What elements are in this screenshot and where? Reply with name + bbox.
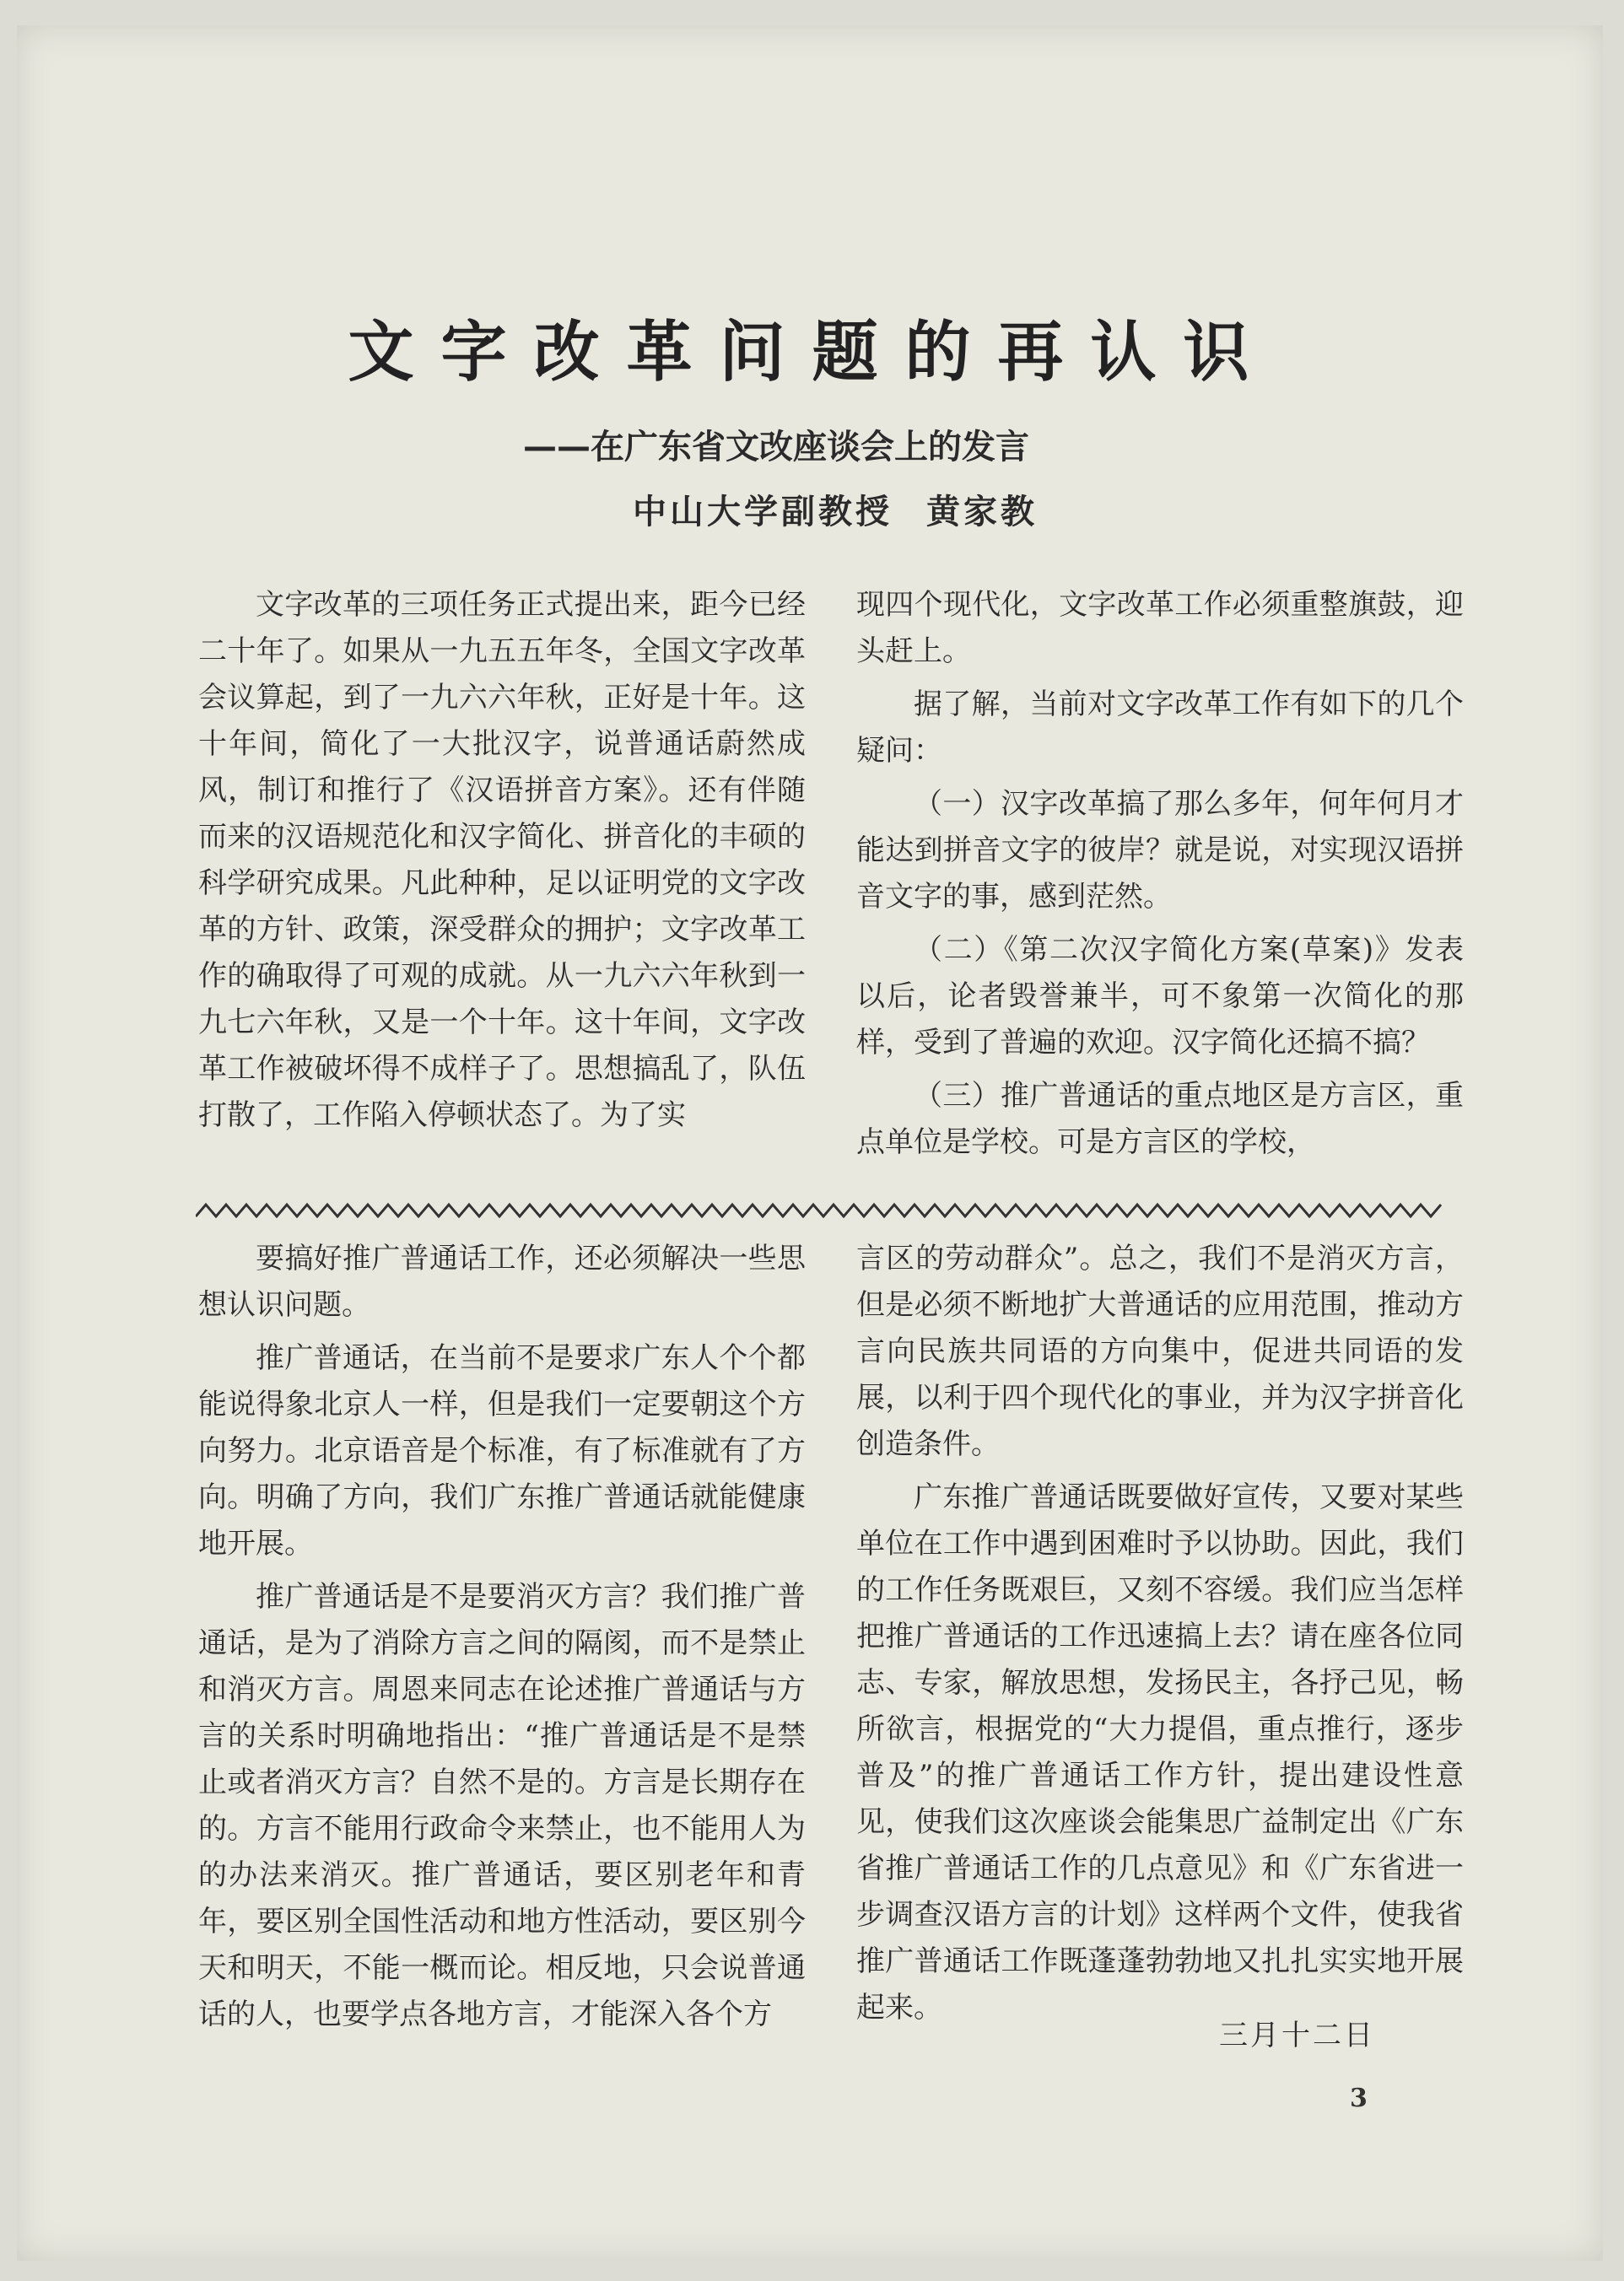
paragraph: 言区的劳动群众”。总之，我们不是消灭方言，但是必须不断地扩大普通话的应用范围，推动方言向民族共同语的方向集中，促进共同语的发展，以利于四个现代化的事业，并为汉字拼音化创造条件。: [856, 1242, 1464, 1461]
paragraph: （一）汉字改革搞了那么多年，何年何月才能达到拼音文字的彼岸？就是说，对实现汉语拼音文字的事，感到茫然。: [856, 787, 1464, 914]
lower-right-column: [856, 1236, 1464, 2031]
author-affiliation: 中山大学副教授: [633, 492, 893, 531]
lower-left-column: [198, 1236, 806, 2038]
upper-right-column: [856, 582, 1464, 1166]
paragraph: 文字改革的三项任务正式提出来，距今已经二十年了。如果从一九五五年冬，全国文字改革会议算起，到了一九六六年秋，正好是十年。这十年间，简化了一大批汉字，说普通话蔚然成风，制订和推行了《汉语拼音方案》。还有伴随而来的汉语规范化和汉字简化、拼音化的丰硕的科学研究成果。凡此种种，足以证明党的文字改革的方针、政策，深受群众的拥护；文字改革工作的确取得了可观的成就。从一九六六年秋到一九七六年秋，又是一个十年。这十年间，文字改革工作被破坏得不成样子了。思想搞乱了，队伍打散了，工作陷入停顿状态了。为了实: [198, 588, 806, 1132]
page-number: 3: [1350, 2084, 1368, 2113]
paragraph: （三）推广普通话的重点地区是方言区，重点单位是学校。可是方言区的学校，: [856, 1079, 1464, 1159]
author-line: [633, 485, 1038, 533]
paragraph: 推广普通话是不是要消灭方言？我们推广普通话，是为了消除方言之间的隔阂，而不是禁止和消灭方言。周恩来同志在论述推广普通话与方言的关系时明确地指出：“推广普通话是不是禁止或者消灭方言？自然不是的。方言是长期存在的。方言不能用行政命令来禁止，也不能用人为的办法来消灭。推广普通话，要区别老年和青年，要区别全国性活动和地方性活动，要区别今天和明天，不能一概而论。相反地，只会说普通话的人，也要学点各地方言，才能深入各个方: [198, 1580, 806, 2031]
paragraph: 推广普通话，在当前不是要求广东人个个都能说得象北京人一样，但是我们一定要朝这个方向努力。北京语音是个标准，有了标准就有了方向。明确了方向，我们广东推广普通话就能健康地开展。: [198, 1341, 806, 1561]
section-divider: [196, 1202, 1444, 1219]
paragraph: （二）《第二次汉字简化方案(草案)》发表以后，论者毁誉兼半，可不象第一次简化的那样，受到了普遍的欢迎。汉字简化还搞不搞？: [856, 933, 1464, 1060]
closing-date: 三月十二日: [1219, 2019, 1375, 2052]
paragraph: 据了解，当前对文字改革工作有如下的几个疑问：: [856, 688, 1464, 768]
article-title: 文字改革问题的再认识: [348, 314, 1276, 391]
paragraph: 要搞好推广普通话工作，还必须解决一些思想认识问题。: [198, 1242, 806, 1322]
paragraph: 现四个现代化，文字改革工作必须重整旗鼓，迎头赶上。: [856, 588, 1464, 668]
upper-left-column: [198, 582, 806, 1139]
author-name: 黄家教: [926, 492, 1038, 531]
paragraph: 广东推广普通话既要做好宣传，又要对某些单位在工作中遇到困难时予以协助。因此，我们的工作任务既艰巨，又刻不容缓。我们应当怎样把推广普通话的工作迅速搞上去？请在座各位同志、专家，解放思想，发扬民主，各抒己见，畅所欲言，根据党的“大力提倡，重点推行，逐步普及”的推广普通话工作方针，提出建设性意见，使我们这次座谈会能集思广益制定出《广东省推广普通话工作的几点意见》和《广东省进一步调查汉语方言的计划》这样两个文件，使我省推广普通话工作既蓬蓬勃勃地又扎扎实实地开展起来。: [856, 1480, 1464, 2025]
article-subtitle: ——在广东省文改座谈会上的发言: [523, 428, 1029, 466]
